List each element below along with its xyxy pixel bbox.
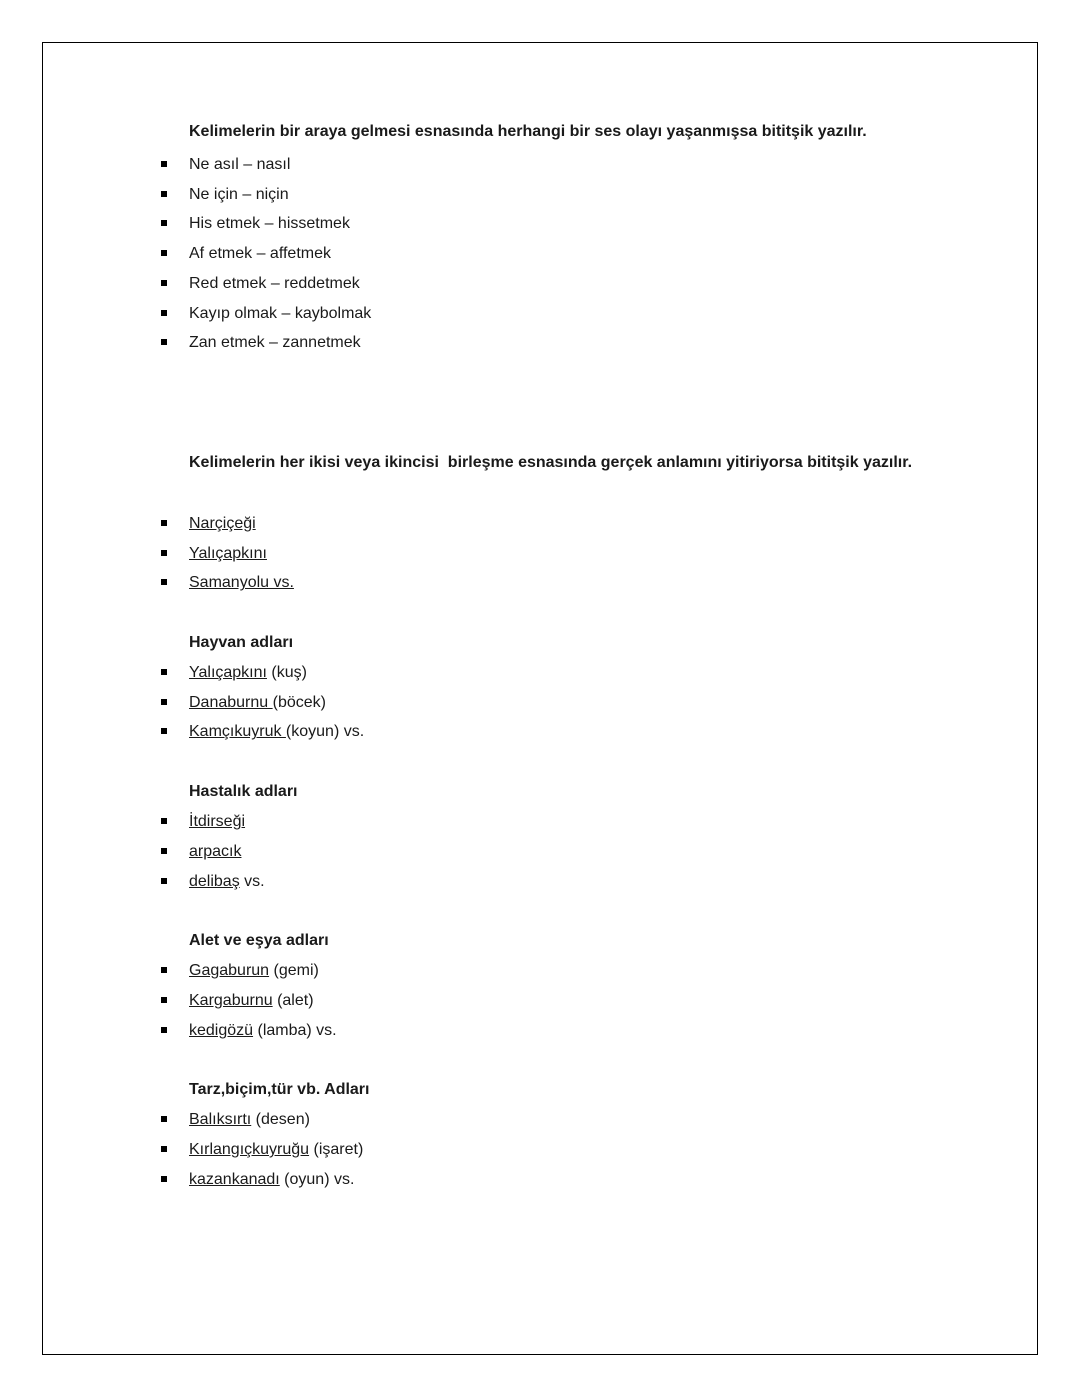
bullet-icon [161,339,167,345]
item-text [189,992,314,1009]
item-rest: (lamba) vs. [253,1021,337,1039]
item-rest: Kayıp olmak – kaybolmak [189,304,372,322]
list-item [161,1135,967,1165]
underlined-term: Narçiçeği [189,514,256,532]
underlined-term: Kamçıkuyruk [189,723,286,741]
item-rest: (alet) [272,991,314,1009]
item-text [189,813,245,830]
group-heading-animal-names: Hayvan adları [189,634,294,652]
bullet-icon [161,878,167,884]
item-text [189,873,265,890]
item-rest: Ne için – niçin [189,185,289,203]
underlined-term: Yalıçapkını [189,664,267,682]
item-rest: His etmek – hissetmek [189,215,350,233]
item-rest: (oyun) vs. [279,1170,355,1188]
bullet-icon [161,520,167,526]
item-text [189,245,331,262]
list-item [161,1016,967,1046]
underlined-term: Kargaburnu [189,991,273,1009]
bullet-icon [161,728,167,734]
bullet-icon [161,579,167,585]
list-item [161,986,967,1016]
item-text [189,515,256,532]
list-item [161,239,967,269]
list-item [161,807,967,837]
list-item [161,299,967,329]
list-item [161,867,967,897]
bullet-icon [161,310,167,316]
item-text [189,694,326,711]
list-item [161,269,967,299]
underlined-term: delibaş [189,872,240,890]
bullet-icon [161,1116,167,1122]
list-item [161,509,967,539]
bullet-icon [161,220,167,226]
bullet-list-sound-change [161,150,967,358]
bullet-list-disease-names [161,807,967,896]
group-heading-style-names: Tarz,biçim,tür vb. Adları [189,1081,370,1099]
bullet-icon [161,550,167,556]
bullet-icon [161,818,167,824]
underlined-term: arpacık [189,842,242,860]
section-heading-sound-change: Kelimelerin bir araya gelmesi esnasında herhangi bir ses olayı yaşanmışsa bititşik yazılır. [189,123,867,140]
item-text [189,1171,354,1188]
list-item [161,150,967,180]
bullet-icon [161,1027,167,1033]
list-item [161,658,967,688]
item-text [189,305,371,322]
underlined-term: Danaburnu [189,693,273,711]
list-item [161,717,967,747]
bullet-icon [161,848,167,854]
bullet-list-meaning-loss [161,509,967,598]
page-border [42,42,1038,1355]
bullet-list-tool-names [161,956,967,1045]
list-item [161,180,967,210]
underlined-term: Gagaburun [189,962,270,980]
list-item [161,1105,967,1135]
list-item [161,688,967,718]
bullet-icon [161,1176,167,1182]
item-text [189,215,350,232]
page-content [43,43,1037,1194]
item-rest: (böcek) [272,693,326,711]
list-item [161,837,967,867]
bullet-list-animal-names [161,658,967,747]
group-heading-tool-names: Alet ve eşya adları [189,932,329,950]
item-text [189,843,241,860]
item-rest: Red etmek – reddetmek [189,274,360,292]
bullet-icon [161,1146,167,1152]
item-text [189,334,361,351]
list-item [161,209,967,239]
item-text [189,723,364,740]
underlined-term: Kırlangıçkuyruğu [189,1141,310,1159]
bullet-icon [161,250,167,256]
item-rest: vs. [239,872,265,890]
item-text [189,186,289,203]
bullet-list-style-names [161,1105,967,1194]
list-item [161,539,967,569]
underlined-term: Yalıçapkını [189,544,267,562]
item-rest: Zan etmek – zannetmek [189,334,361,352]
item-text [189,545,267,562]
item-text [189,664,307,681]
list-item [161,1165,967,1195]
bullet-icon [161,699,167,705]
item-rest: (koyun) vs. [285,723,365,741]
bullet-icon [161,669,167,675]
item-rest: (desen) [251,1111,310,1129]
underlined-term: kedigözü [189,1021,254,1039]
underlined-term: Samanyolu vs. [189,574,294,592]
list-item [161,568,967,598]
underlined-term: kazankanadı [189,1170,280,1188]
item-text [189,1111,310,1128]
item-rest: (işaret) [309,1141,364,1159]
item-text [189,962,319,979]
item-text [189,574,294,591]
bullet-icon [161,997,167,1003]
item-text [189,1022,337,1039]
underlined-term: İtdirseği [189,813,246,831]
item-rest: (gemi) [269,962,319,980]
item-rest: Af etmek – affetmek [189,245,331,263]
group-heading-disease-names: Hastalık adları [189,783,298,801]
item-rest: Ne asıl – nasıl [189,156,291,173]
list-item [161,956,967,986]
item-rest: (kuş) [266,664,307,682]
section-heading-meaning-loss: Kelimelerin her ikisi veya ikincisi birleşme esnasında gerçek anlamını yitiriyorsa bititşik yazılır. [189,453,913,471]
list-item [161,328,967,358]
bullet-icon [161,191,167,197]
item-text [189,156,290,173]
bullet-icon [161,967,167,973]
underlined-term: Balıksırtı [189,1111,252,1129]
bullet-icon [161,161,167,167]
bullet-icon [161,280,167,286]
item-text [189,275,360,292]
item-text [189,1141,363,1158]
